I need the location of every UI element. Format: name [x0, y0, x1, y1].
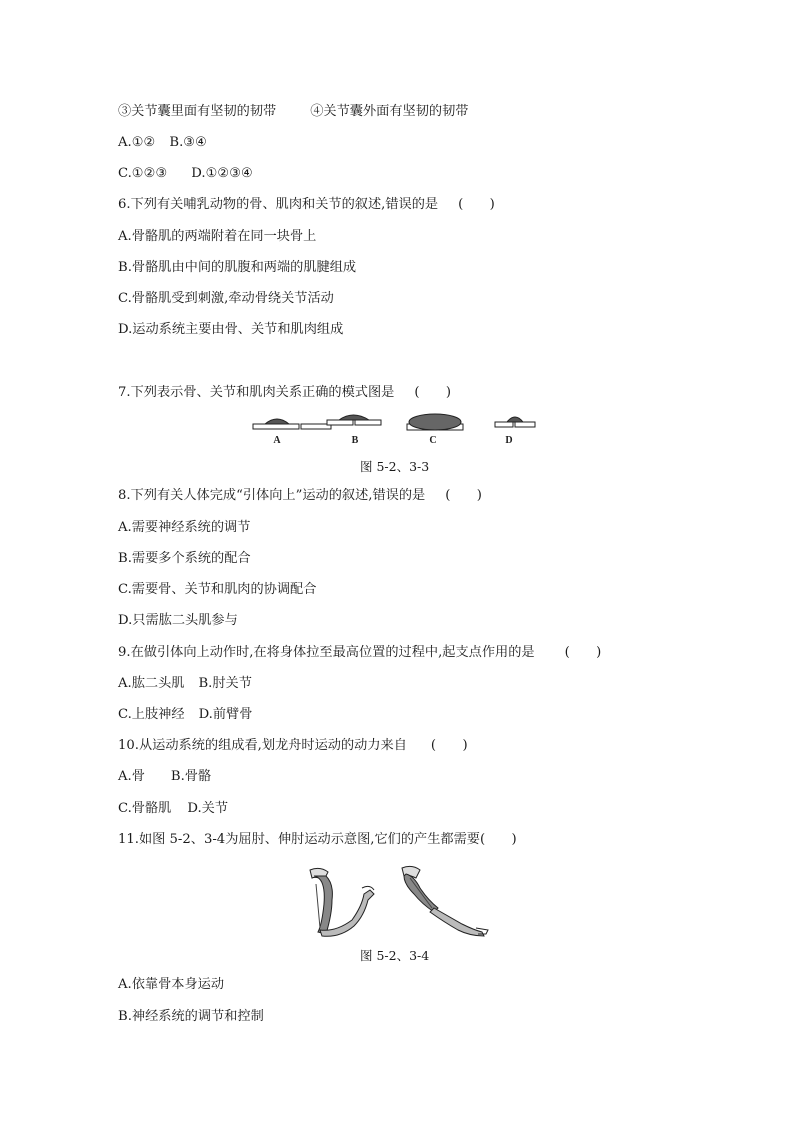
q9-choices-cd: [118, 707, 252, 723]
label-a: A: [273, 435, 281, 446]
answer-paren: ( ): [414, 385, 452, 400]
q6-choice-d: D.运动系统主要由骨、关节和肌肉组成: [118, 322, 344, 337]
q5-choices-ab: [118, 135, 207, 151]
question-9-text: 9.在做引体向上动作时,在将身体拉至最高位置的过程中,起支点作用的是: [118, 645, 535, 660]
figure-3-caption: 图 5-2、3-3: [360, 459, 430, 474]
question-7-text: 7.下列表示骨、关节和肌肉关系正确的模式图是: [118, 385, 395, 400]
question-6: [118, 197, 495, 213]
choice-d: D.关节: [187, 801, 229, 816]
choice-c: C.上肢神经: [118, 707, 185, 722]
question-9: [118, 645, 601, 661]
question-8: [118, 488, 482, 504]
q11-choice-a: A.依靠骨本身运动: [118, 977, 225, 992]
choice-b: B.肘关节: [198, 676, 252, 691]
answer-paren: ( ): [564, 645, 602, 660]
q8-choice-a: A.需要神经系统的调节: [118, 520, 251, 535]
figure-bone-joint-muscle-models: [245, 408, 545, 446]
label-c: C: [429, 435, 437, 446]
model-a: [253, 419, 331, 429]
answer-paren: ( ): [430, 738, 468, 753]
q8-choice-d: D.只需肱二头肌参与: [118, 613, 238, 628]
option-3: ③关节囊里面有坚韧的韧带: [118, 104, 277, 119]
question-6-text: 6.下列有关哺乳动物的骨、肌肉和关节的叙述,错误的是: [118, 197, 439, 212]
choice-a: A.肱二头肌: [118, 676, 185, 691]
choice-d: D.①②③④: [191, 166, 253, 181]
choice-b: B.③④: [169, 135, 207, 150]
label-d: D: [505, 435, 513, 446]
flexed-arm-drawing: [310, 868, 374, 936]
choice-d: D.前臂骨: [198, 707, 253, 722]
question-7: [118, 385, 451, 401]
q8-choice-b: B.需要多个系统的配合: [118, 551, 251, 566]
answer-paren: ( ): [445, 488, 482, 503]
label-b: B: [351, 435, 359, 446]
model-d: [495, 417, 535, 427]
choice-b: B.骨骼: [170, 769, 212, 784]
q9-choices-ab: [118, 676, 252, 692]
model-b: [327, 415, 381, 425]
answer-paren: ( ): [479, 832, 517, 847]
question-10: [118, 738, 468, 754]
choice-c: C.骨骼肌: [118, 801, 172, 816]
q11-choice-b: B.神经系统的调节和控制: [118, 1009, 264, 1024]
option-4: ④关节囊外面有坚韧的韧带: [310, 104, 469, 119]
option-line-3-4: [118, 104, 469, 120]
question-8-text: 8.下列有关人体完成“引体向上”运动的叙述,错误的是: [118, 488, 426, 503]
figure-4-caption: 图 5-2、3-4: [360, 948, 430, 963]
q6-choice-a: A.骨骼肌的两端附着在同一块骨上: [118, 229, 317, 244]
q10-choices-cd: [118, 801, 228, 817]
choice-a: A.①②: [118, 135, 156, 150]
model-c: [407, 414, 463, 430]
question-11-text: 11.如图 5-2、3-4为屈肘、伸肘运动示意图,它们的产生都需要: [118, 832, 480, 847]
q6-choice-b: B.骨骼肌由中间的肌腹和两端的肌腱组成: [118, 260, 357, 275]
q6-choice-c: C.骨骼肌受到刺激,牵动骨绕关节活动: [118, 291, 334, 306]
figure-elbow-flex-extend: [298, 864, 498, 940]
extended-arm-drawing: [402, 866, 488, 936]
choice-a: A.骨: [118, 769, 145, 784]
q10-choices-ab: [118, 769, 211, 785]
choice-c: C.①②③: [118, 166, 168, 181]
q8-choice-c: C.需要骨、关节和肌肉的协调配合: [118, 582, 317, 597]
q5-choices-cd: [118, 166, 253, 182]
question-10-text: 10.从运动系统的组成看,划龙舟时运动的动力来自: [118, 738, 407, 753]
answer-paren: ( ): [458, 197, 495, 212]
question-11: [118, 832, 517, 848]
